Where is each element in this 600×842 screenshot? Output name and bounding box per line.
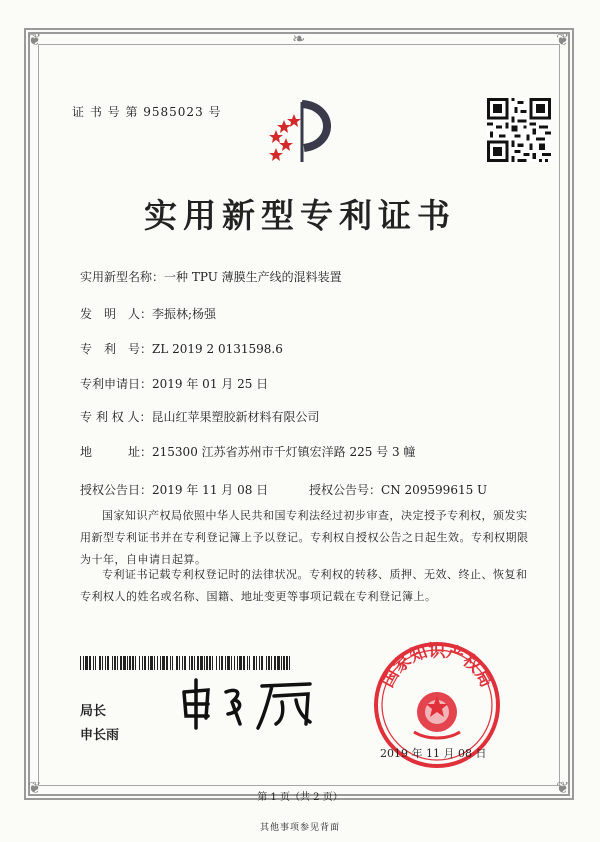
seal-date: 2019 年 11 月 08 日 — [380, 747, 487, 760]
field-value: 李振林;杨强 — [152, 307, 217, 321]
page-title: 实用新型专利证书 — [144, 196, 456, 235]
field-label: 发 明 人： — [80, 307, 153, 321]
certificate-number: 证 书 号 第 9585023 号 — [72, 105, 222, 119]
footer-note: 其他事项参见背面 — [259, 823, 340, 833]
field-value: 215300 江苏省苏州市千灯镇宏洋路 225 号 3 幢 — [152, 445, 416, 459]
field-label: 专 利 权 人： — [80, 410, 152, 424]
svg-text:国家知识产权局 — [378, 641, 496, 690]
patent-office-logo-icon — [262, 92, 342, 172]
field-value: 2019 年 11 月 08 日 — [152, 483, 269, 497]
field-patent-number — [80, 340, 283, 357]
field-label: 地 址： — [80, 445, 153, 459]
barcode-icon — [80, 656, 292, 670]
field-label: 专 利 号： — [80, 342, 153, 356]
field-label: 授权公告日： — [80, 483, 153, 497]
director-title: 局长 — [80, 704, 107, 719]
paragraph-legal-status: 专利证书记载专利权登记时的法律状况。专利权的转移、质押、无效、终止、恢复和专利权人的姓名或名称、国籍、地址变更等事项记载在专利登记簿上。 — [80, 568, 528, 603]
field-label: 授权公告号： — [309, 483, 382, 497]
corner-ornament-icon: ❦ — [28, 778, 42, 797]
field-filing-date — [80, 375, 268, 392]
handwritten-signature — [178, 672, 328, 732]
field-grant-date — [80, 481, 268, 498]
field-patentee — [80, 408, 319, 425]
field-value: CN 209599615 U — [381, 483, 488, 497]
field-name — [80, 268, 342, 285]
field-value: 昆山红苹果塑胶新材料有限公司 — [151, 410, 320, 424]
field-grant-number — [309, 481, 487, 498]
field-value: 一种 TPU 薄膜生产线的混料装置 — [164, 270, 342, 284]
paragraph-grant: 国家知识产权局依照中华人民共和国专利法经过初步审查，决定授予专利权，颁发实用新型专利证书并在专利登记簿上予以登记。专利权自授权公告之日起生效。专利权期限为十年，自申请日起算。 — [80, 509, 529, 566]
qr-code-icon — [487, 98, 551, 162]
field-value: 2019 年 01 月 25 日 — [152, 377, 269, 391]
corner-ornament-icon: ❦ — [556, 778, 570, 797]
page-number: 第 1 页（共 2 页） — [257, 792, 343, 803]
director-name: 申长雨 — [80, 728, 120, 743]
seal-text: 国家知识产权局 — [377, 641, 497, 691]
field-address — [80, 443, 415, 460]
field-inventor — [80, 305, 216, 322]
field-value: ZL 2019 2 0131598.6 — [152, 342, 283, 356]
field-label: 实用新型名称： — [80, 270, 165, 284]
corner-ornament-icon: ❦ — [28, 30, 42, 49]
corner-ornament-icon: ❦ — [556, 30, 570, 49]
top-ornament-icon: ❧ — [292, 29, 306, 48]
field-label: 专利申请日： — [80, 377, 153, 391]
